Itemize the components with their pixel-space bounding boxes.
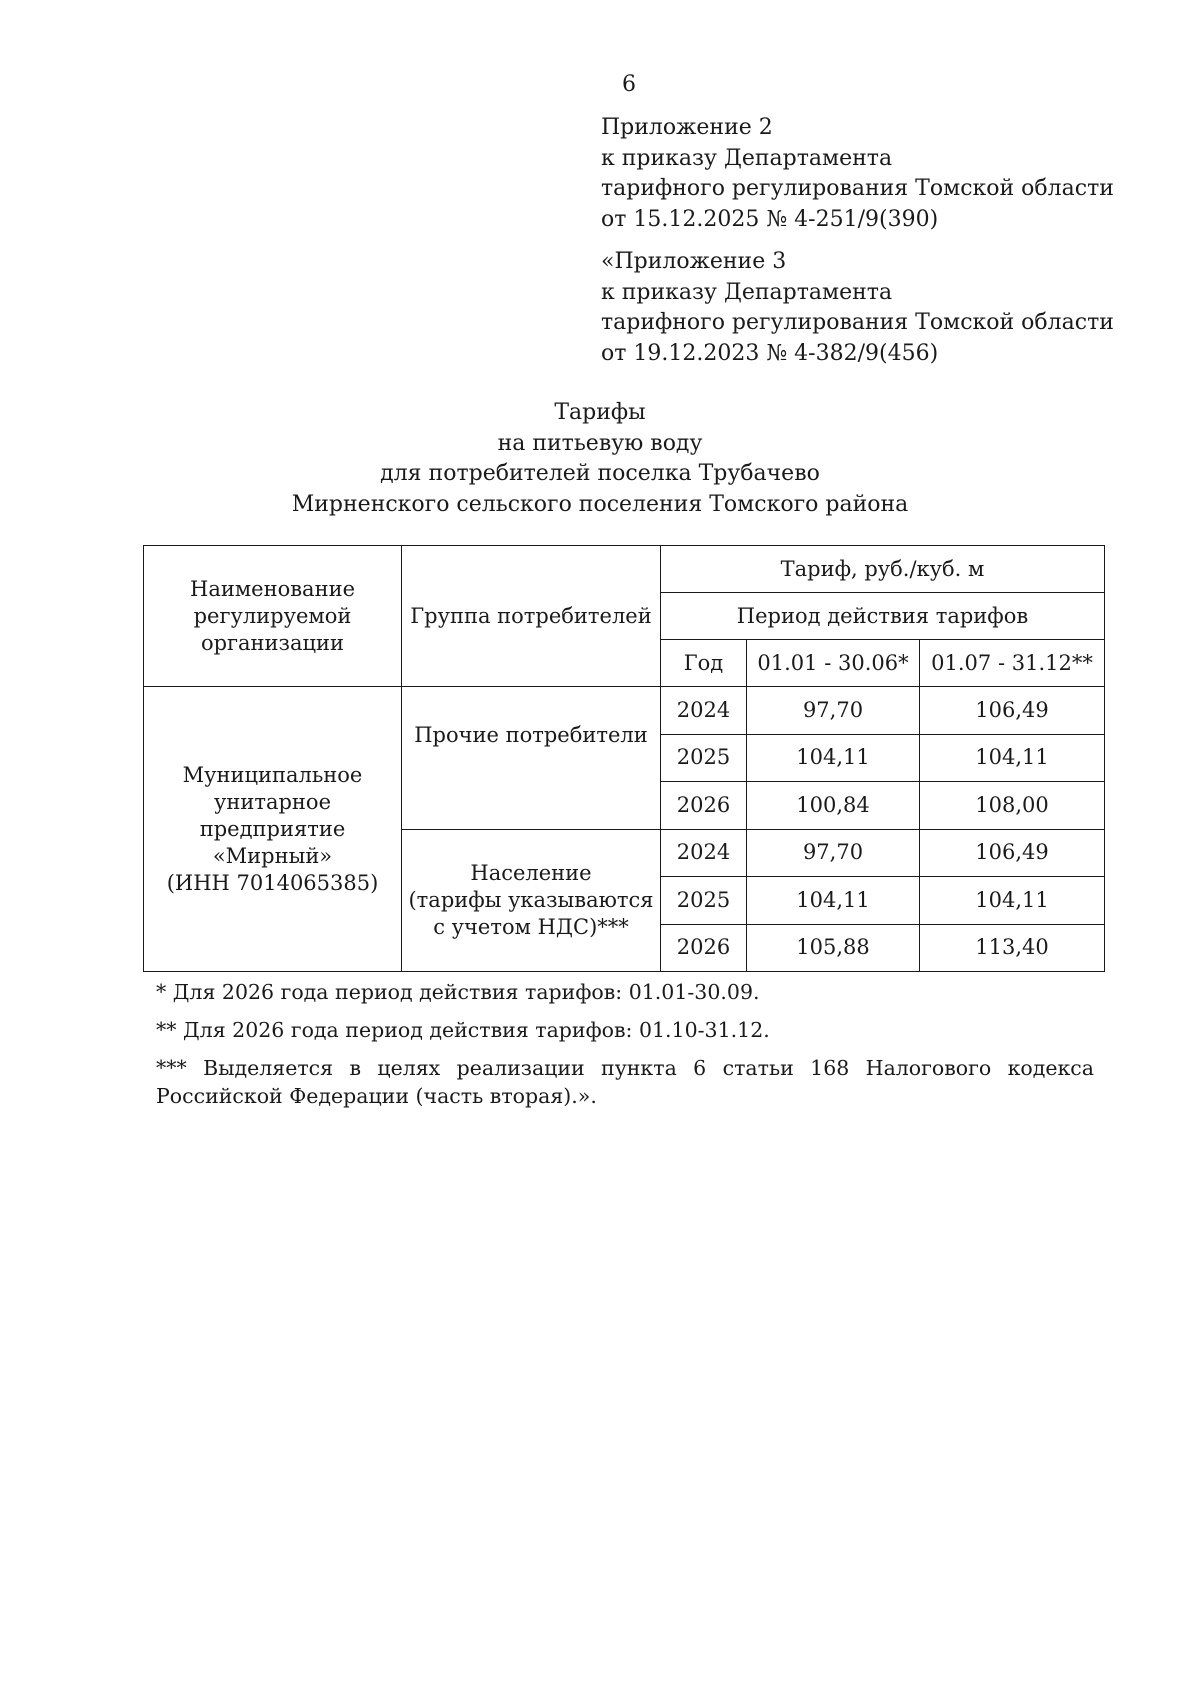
group-name-line: (тарифы указываются bbox=[408, 887, 654, 912]
group-name-line: с учетом НДС)*** bbox=[433, 914, 629, 939]
organization-line: «Мирный» bbox=[212, 843, 333, 868]
tariff-cell-second-half: 106,49 bbox=[920, 829, 1105, 877]
footnote: * Для 2026 года период действия тарифов: 01.01-30.09. bbox=[156, 980, 760, 1004]
title-line: для потребителей поселка Трубачево bbox=[380, 461, 820, 486]
appendix-amended-header bbox=[601, 247, 1121, 369]
organization-line: унитарное bbox=[214, 789, 331, 814]
title-line: Мирненского сельского поселения Томского района bbox=[291, 491, 909, 517]
appendix-amended-line: от 19.12.2023 № 4-382/9(456) bbox=[601, 340, 939, 366]
group-other-consumers bbox=[402, 687, 661, 830]
group-name-line: Население bbox=[470, 860, 592, 885]
year-cell: 2026 bbox=[661, 782, 747, 830]
appendix-amended-line: тарифного регулирования Томской области bbox=[601, 310, 1114, 335]
tariff-cell-first-half: 104,11 bbox=[747, 734, 920, 782]
year-cell: 2024 bbox=[661, 687, 747, 735]
organization-line: (ИНН 7014065385) bbox=[166, 870, 379, 895]
appendix-current-line: тарифного регулирования Томской области bbox=[601, 176, 1114, 201]
group-name-line: Прочие потребители bbox=[414, 723, 648, 748]
year-cell: 2025 bbox=[661, 877, 747, 925]
tariff-cell-second-half: 104,11 bbox=[920, 877, 1105, 925]
appendix-current-line: Приложение 2 bbox=[601, 115, 773, 140]
group-population bbox=[402, 829, 661, 972]
organization-line: предприятие bbox=[199, 816, 346, 841]
appendix-amended-line: «Приложение 3 bbox=[601, 249, 787, 274]
header-period: Период действия тарифов bbox=[661, 593, 1105, 640]
page-number: 6 bbox=[622, 72, 636, 97]
appendix-amended-line: к приказу Департамента bbox=[601, 279, 893, 305]
tariff-cell-second-half: 108,00 bbox=[920, 782, 1105, 830]
organization-line: Муниципальное bbox=[182, 762, 363, 787]
tariff-cell-first-half: 100,84 bbox=[747, 782, 920, 830]
year-cell: 2024 bbox=[661, 829, 747, 877]
tariff-cell-second-half: 104,11 bbox=[920, 734, 1105, 782]
header-second-half: 01.07 - 31.12** bbox=[920, 640, 1105, 687]
tariff-table bbox=[143, 545, 1105, 972]
footnotes bbox=[156, 978, 1094, 1120]
tariff-cell-first-half: 105,88 bbox=[747, 924, 920, 972]
table-row bbox=[144, 687, 1105, 735]
tariff-cell-first-half: 104,11 bbox=[747, 877, 920, 925]
footnote: ** Для 2026 года период действия тарифов: 01.10-31.12. bbox=[156, 1018, 770, 1042]
tariff-cell-first-half: 97,70 bbox=[747, 687, 920, 735]
year-cell: 2025 bbox=[661, 734, 747, 782]
header-tariff: Тариф, руб./куб. м bbox=[661, 546, 1105, 593]
year-cell: 2026 bbox=[661, 924, 747, 972]
header-year: Год bbox=[661, 640, 747, 687]
tariff-cell-first-half: 97,70 bbox=[747, 829, 920, 877]
tariff-cell-second-half: 106,49 bbox=[920, 687, 1105, 735]
title-line: на питьевую воду bbox=[497, 430, 703, 456]
header-org-name: Наименование регулируемой организации bbox=[144, 546, 402, 687]
appendix-current-line: к приказу Департамента bbox=[601, 145, 893, 171]
header-first-half: 01.01 - 30.06* bbox=[747, 640, 920, 687]
header-consumer-group: Группа потребителей bbox=[402, 546, 661, 687]
appendix-current-line: от 15.12.2025 № 4-251/9(390) bbox=[601, 206, 939, 232]
footnote: *** Выделяется в целях реализации пункта 6 статьи 168 Налогового кодекса Российской Федерации (часть вторая).». bbox=[156, 1056, 1094, 1108]
appendix-current-header bbox=[601, 113, 1121, 235]
organization-cell bbox=[144, 687, 402, 972]
title-line: Тарифы bbox=[554, 400, 646, 425]
document-title bbox=[0, 398, 1200, 520]
tariff-cell-second-half: 113,40 bbox=[920, 924, 1105, 972]
